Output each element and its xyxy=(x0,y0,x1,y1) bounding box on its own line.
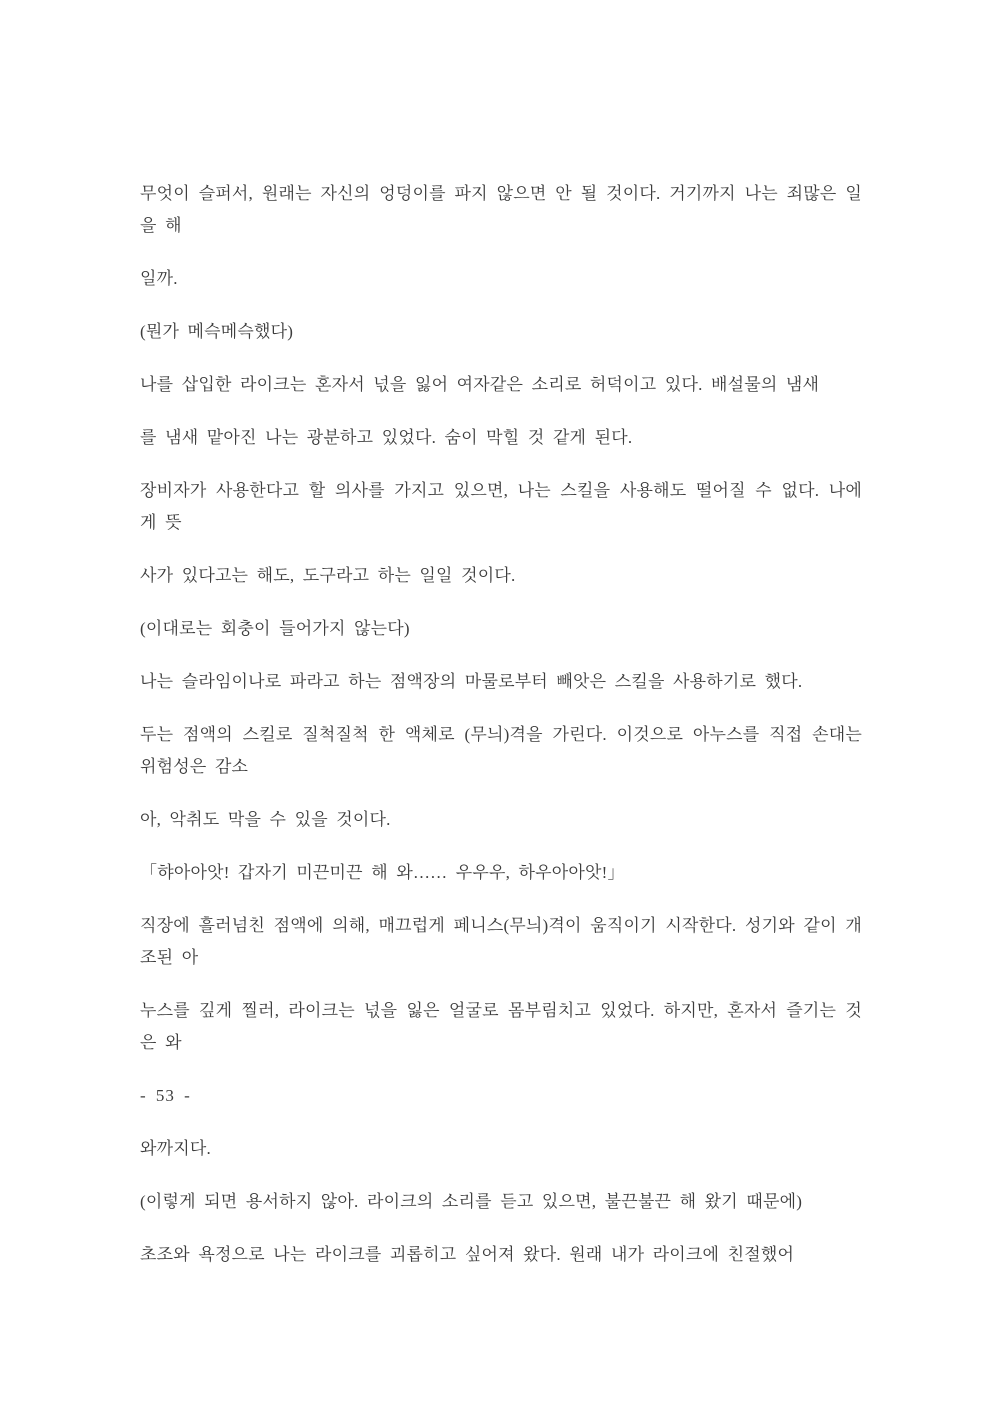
paragraph xyxy=(140,316,862,348)
paragraph xyxy=(140,719,862,783)
text-line: 위험성은 감소 xyxy=(140,757,249,776)
text-line: 무엇이 슬퍼서, 원래는 자신의 엉덩이를 파지 않으면 안 될 것이다. 거기까지 나는 죄많은 일 xyxy=(140,184,862,203)
paragraph xyxy=(140,560,862,592)
paragraph xyxy=(140,666,862,698)
text-line: 직장에 흘러넘친 점액에 의해, 매끄럽게 페니스(무늬)격이 움직이기 시작한다. 성기와 같이 개 xyxy=(140,916,862,935)
text-line: 나는 슬라임이나로 파라고 하는 점액장의 마물로부터 빼앗은 스킬을 사용하기로 했다. xyxy=(140,672,803,691)
text-line: 두는 점액의 스킬로 질척질척 한 액체로 (무늬)격을 가린다. 이것으로 아누스를 직접 손대는 xyxy=(140,725,862,744)
text-line: 초조와 욕정으로 나는 라이크를 괴롭히고 싶어져 왔다. 원래 내가 라이크에 친절했어 xyxy=(140,1245,795,1264)
text-line: 일까. xyxy=(140,269,178,288)
text-line: 게 뜻 xyxy=(140,513,182,532)
paragraph xyxy=(140,263,862,295)
paragraph xyxy=(140,995,862,1059)
text-line: (뭔가 메슥메슥했다) xyxy=(140,322,294,341)
text-line: 아, 악취도 막을 수 있을 것이다. xyxy=(140,810,391,829)
text-line: 장비자가 사용한다고 할 의사를 가지고 있으면, 나는 스킬을 사용해도 떨어질 수 없다. 나에 xyxy=(140,481,862,500)
paragraph xyxy=(140,369,862,401)
paragraph xyxy=(140,1133,862,1165)
page-number xyxy=(140,1080,862,1112)
text-line: 나를 삽입한 라이크는 혼자서 넋을 잃어 여자같은 소리로 허덕이고 있다. 배설물의 냄새 xyxy=(140,375,820,394)
text-line: 를 냄새 맡아진 나는 광분하고 있었다. 숨이 막힐 것 같게 된다. xyxy=(140,428,633,447)
text-line: 조된 아 xyxy=(140,948,199,967)
paragraph xyxy=(140,178,862,242)
paragraph xyxy=(140,910,862,974)
text-line: 와까지다. xyxy=(140,1139,211,1158)
text-line: 은 와 xyxy=(140,1033,182,1052)
text-line: (이렇게 되면 용서하지 않아. 라이크의 소리를 듣고 있으면, 불끈불끈 해 왔기 때문에) xyxy=(140,1192,803,1211)
paragraph xyxy=(140,475,862,539)
text-line: 「햐아아앗! 갑자기 미끈미끈 해 와…… 우우우, 하우아아앗!」 xyxy=(140,863,625,882)
text-line: 사가 있다고는 해도, 도구라고 하는 일일 것이다. xyxy=(140,566,516,585)
paragraph xyxy=(140,804,862,836)
text-line: 누스를 깊게 찔러, 라이크는 넋을 잃은 얼굴로 몸부림치고 있었다. 하지만, 혼자서 즐기는 것 xyxy=(140,1001,862,1020)
text-line: 을 해 xyxy=(140,216,182,235)
page-number-text: - 53 - xyxy=(140,1086,191,1105)
paragraph xyxy=(140,422,862,454)
document-body xyxy=(140,178,862,1271)
paragraph xyxy=(140,857,862,889)
paragraph xyxy=(140,1186,862,1218)
paragraph xyxy=(140,1239,862,1271)
paragraph xyxy=(140,613,862,645)
text-line: (이대로는 회충이 들어가지 않는다) xyxy=(140,619,410,638)
